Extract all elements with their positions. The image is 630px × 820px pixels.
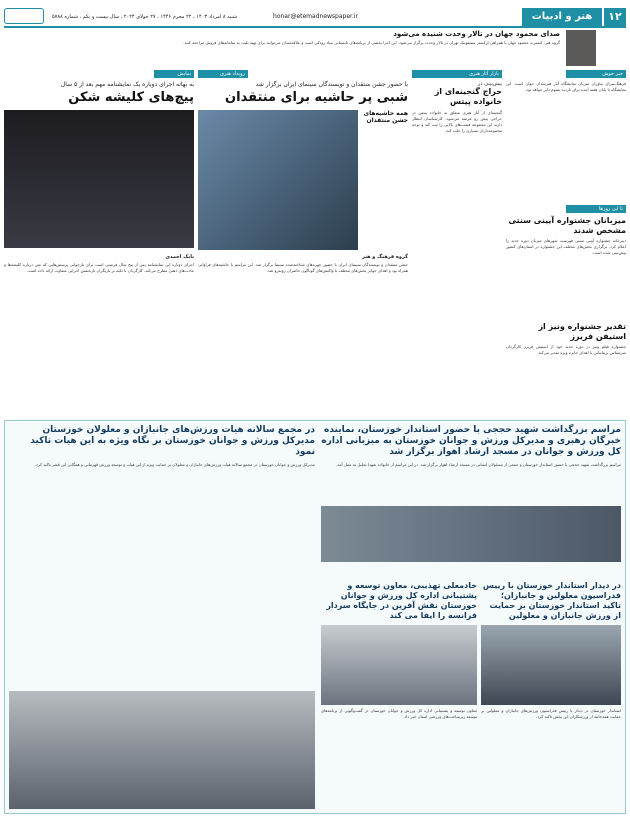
bottom-mid-left-photo [321, 625, 477, 705]
bottom-mid-left-body: معاون توسعه و پشتیبانی اداره کل ورزش و جوانان خوزستان در گفت‌وگویی از برنامه‌های توسعه زیرساخت‌های ورزشی استان خبر داد. [321, 708, 477, 719]
section-title: هنر و ادبیات [522, 8, 602, 26]
center-caption-box [362, 110, 408, 250]
bottom-right-headline: مراسم بزرگداشت شهید حججی با حضور استاندار خوزستان، نماینده خبرگان رهبری و مدیرکل ورزش و جوانان خوزستان به میزبانی اداره کل ورزش و جوانان در مسجد ارشاد اهواز برگزار شد [321, 425, 621, 457]
bottom-left-photo [9, 691, 315, 809]
bottom-right-body: مراسم بزرگداشت شهید حججی با حضور استاندار خوزستان و جمعی از مسئولان استانی در مسجد ارشاد اهواز برگزار شد. در این مراسم از خانواده شهدا تجلیل به عمل آمد. [335, 462, 621, 467]
center-title: شبی پر حاشیه برای منتقدان [225, 90, 408, 105]
center-label: رویداد هنری [198, 70, 248, 78]
sidebar-article3-body: جشنواره فیلم ونیز در دوره جدید خود از استیفن فریرز کارگردان سرشناس بریتانیایی با اهدای جایزه ویژه تقدیر می‌کند. [506, 344, 626, 355]
bottom-right-block [321, 425, 621, 575]
auction-label: بازار آثار هنری [412, 70, 502, 78]
bottom-mid-right [481, 581, 621, 809]
left-kicker: به بهانه اجرای دوباره یک نمایشنامه مهم بعد از ۵ سال [60, 81, 194, 88]
auction-title: حراج گنجینه‌ای از خانواده پیتس [434, 87, 502, 106]
bottom-section [4, 420, 626, 814]
sidebar-top-label: خبر خوش [566, 70, 626, 78]
center-caption: همه حاشیه‌های جشن منتقدان [363, 110, 408, 124]
auction-kicker: پیش‌بینی در [477, 81, 502, 87]
bottom-mid-right-photo [481, 625, 621, 705]
center-byline: گروه فرهنگ و هنر [361, 254, 408, 260]
center-body: جشن منتقدان و نویسندگان سینمای ایران با حضور چهره‌های شناخته‌شده سینما برگزار شد. این مراسم با حاشیه‌های فراوانی همراه بود و اهدای جوایز بخش‌های مختلف با واکنش‌های گوناگون حاضران روبه‌رو شد. [198, 262, 408, 273]
left-story [4, 70, 194, 410]
top-notice-photo [566, 30, 596, 66]
page-number: ۱۲ [604, 8, 626, 26]
top-notice-body: گروه هنر: کنسرت محمود جهان با همراهی ارکستر سمفونیک تهران در تالار وحدت برگزار می‌شود. این اجرا بخشی از برنامه‌های تابستانی بنیاد رودکی است و علاقه‌مندان می‌توانند برای تهیه بلیت به سامانه‌های فروش مراجعه کنند. [183, 40, 560, 45]
bottom-left-body: مدیرکل ورزش و جوانان خوزستان در مجمع سالانه هیات ورزش‌های جانبازان و معلولان بر حمایت ویژه از این هیات و توسعه ورزش قهرمانی و همگانی این قشر تاکید کرد. [34, 462, 315, 467]
bottom-mid-left-headline: خادمعلی تهذیبی، معاون توسعه و پشتیبانی اداره کل ورزش و جوانان خوزستان نقش آفرین در جایگاه سردار فرانسه را ایفا می کند [326, 581, 477, 620]
newspaper-logo [4, 8, 44, 24]
left-byline: بابک احمدی [165, 254, 194, 260]
bottom-mid-right-body: استاندار خوزستان در دیدار با رییس فدراسیون ورزش‌های جانبازان و معلولین بر حمایت همه‌جانبه از ورزشکاران این بخش تاکید کرد. [481, 708, 621, 719]
bottom-left-block [9, 425, 315, 575]
top-notice-title: صدای محمود جهان در تالار وحدت شنیده می‌شود [393, 30, 560, 38]
sidebar-article2-title: میزبانان جشنواره آیینی سنتی مشخص شدند [508, 216, 626, 235]
bottom-right-photo [321, 506, 621, 562]
auction-body: گنجینه‌ای از آثار هنری متعلق به خانواده پیتس در حراجی پیش رو عرضه می‌شود. کارشناسان انتظار دارند این مجموعه قیمت‌های بالایی را ثبت کند و توجه مجموعه‌داران بسیاری را جلب کند. [412, 110, 502, 133]
sidebar-article3-title: تقدیر جشنواره ونیز از استیفن فریرز [538, 322, 626, 341]
sidebar-top-body: فرهنگ‌سرای نیاوران میزبان نمایشگاه آثار هنرمندان جوان است. این نمایشگاه تا پایان هفته آینده برای بازدید عموم دایر خواهد بود. [506, 81, 626, 92]
left-body: اجرای دوباره این نمایشنامه پس از پنج سال فرصتی است برای بازخوانی پرسش‌هایی که متن درباره کلیشه‌ها و عادت‌های ذهنی مطرح می‌کند. کارگردان با تکیه بر بازیگران تازه‌نفس اجرایی متفاوت ارائه داده است. [4, 262, 194, 273]
auction-column [412, 70, 502, 410]
left-photo [4, 110, 194, 248]
site-email: honar@etemadnewspaper.ir [273, 13, 358, 20]
center-photo [198, 110, 358, 250]
right-sidebar [506, 70, 626, 410]
bottom-mid-left [321, 581, 477, 809]
left-label: نمایش [154, 70, 194, 78]
center-story [198, 70, 408, 410]
sidebar-article2-body: دبیرخانه جشنواره آیینی سنتی فهرست شهرهای میزبان دوره جدید را اعلام کرد. برگزاری بخش‌های مختلف این جشنواره در استان‌های کشور پیش‌بینی شده است. [506, 238, 626, 255]
bottom-mid-right-headline: در دیدار استاندار خوزستان با رییس فدراسیون معلولین و جانبازان؛ تاکید استاندار خوزستان بر حمایت از ورزش جانبازان و معلولین [482, 581, 621, 620]
left-title: پیچ‌های کلیشه شکن [68, 90, 194, 105]
dateline: شنبه ۸ امرداد ۱۴۰۳ ، ۲۲ محرم ۱۴۴۶ ، ۲۷ جولای ۲۰۲۴ ، سال بیست و یکم ، شماره ۵۷۸۸ [52, 14, 238, 20]
sidebar-label-2: تا این روزها [566, 205, 626, 213]
bottom-left-headline: در مجمع سالانه هیات ورزش‌های جانبازان و معلولان خوزستان مدیرکل ورزش و جوانان خوزستان بر نگاه ویژه به این هیات تاکید نمود [30, 425, 315, 457]
top-notice [120, 30, 560, 68]
masthead [4, 6, 626, 28]
center-kicker: با حضور جشن منتقدان و نویسندگان سینمای ایران برگزار شد [255, 81, 408, 88]
